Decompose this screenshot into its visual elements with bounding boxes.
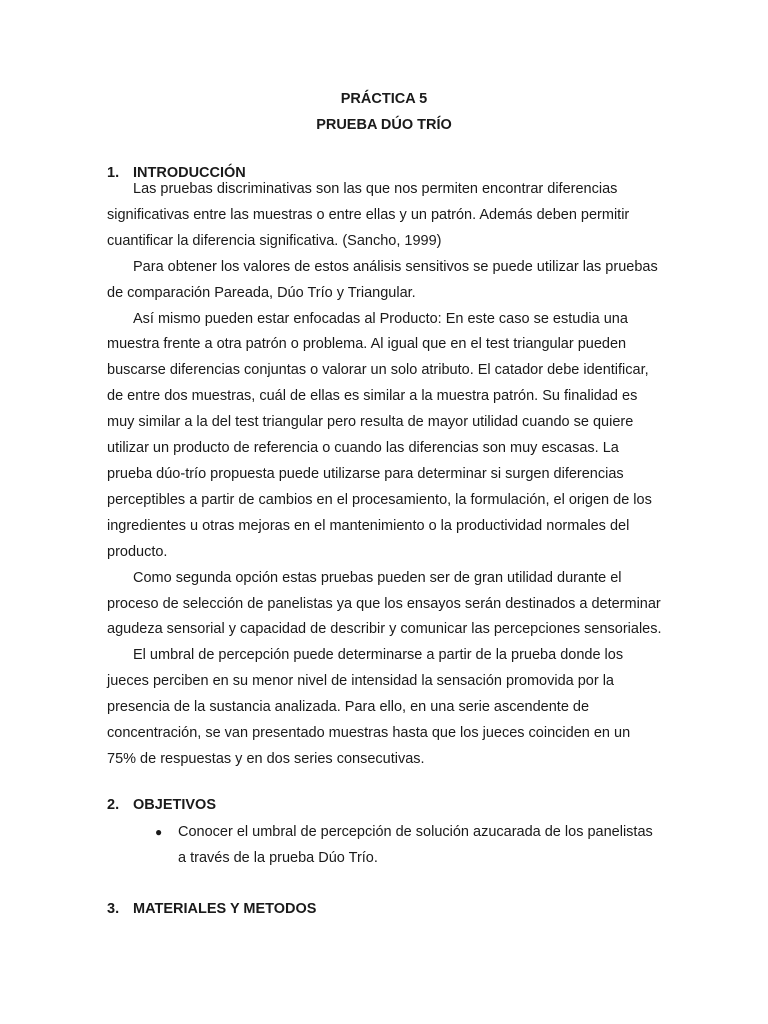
section-heading-objetivos (107, 796, 216, 814)
document-title-line2: PRUEBA DÚO TRÍO (316, 117, 452, 133)
objective-text: Conocer el umbral de percepción de solución azucarada de los panelistas a través de la prueba Dúo Trío. (178, 824, 653, 866)
bullet-icon: ● (155, 825, 163, 839)
section-title: INTRODUCCIÓN (133, 165, 246, 181)
objective-bullet-item (155, 819, 655, 871)
section-title: OBJETIVOS (133, 797, 216, 813)
document-title-line1: PRÁCTICA 5 (340, 91, 428, 107)
paragraph: El umbral de percepción puede determinarse a partir de la prueba donde los jueces perciben en su menor nivel de intensidad la sensación promovida por la presencia de la sustancia analizada. Para ello, en una serie ascendente de concentración, se van presentado muestras hasta que los jueces coinciden en un 75% de respuestas y en dos series consecutivas. (107, 647, 631, 767)
paragraph: Para obtener los valores de estos análisis sensitivos se puede utilizar las pruebas de comparación Pareada, Dúo Trío y Triangular. (107, 258, 658, 301)
section-heading-materiales (107, 900, 316, 918)
section-number: 1. (107, 165, 120, 181)
paragraph: Como segunda opción estas pruebas pueden ser de gran utilidad durante el proceso de selección de panelistas ya que los ensayos serán destinados a determinar agudeza sensorial y capacidad de describir y comunicar las percepciones sensoriales. (107, 569, 662, 638)
paragraph: Las pruebas discriminativas son las que nos permiten encontrar diferencias significativas entre las muestras o entre ellas y un patrón. Además deben permitir cuantificar la diferencia significativa. (Sancho, 1999) (107, 181, 630, 249)
section-number: 3. (107, 901, 120, 917)
introduccion-body (107, 177, 663, 773)
section-title: MATERIALES Y METODOS (133, 901, 317, 917)
paragraph: Así mismo pueden estar enfocadas al Producto: En este caso se estudia una muestra frente a otra patrón o problema. Al igual que en el test triangular pueden buscarse diferencias conjuntas o valorar un solo atributo. El catador debe identificar, de entre dos muestras, cuál de ellas es similar a la muestra patrón. Su finalidad es muy similar a la del test triangular pero resulta de mayor utilidad cuando se quiere utilizar un producto de referencia o cuando las diferencias son muy escasas. La prueba dúo-trío propuesta puede utilizarse para determinar si surgen diferencias perceptibles a partir de cambios en el procesamiento, la formulación, el origen de los ingredientes u otras mejoras en el mantenimiento o la productividad normales del producto. (107, 310, 652, 560)
section-number: 2. (107, 797, 120, 813)
